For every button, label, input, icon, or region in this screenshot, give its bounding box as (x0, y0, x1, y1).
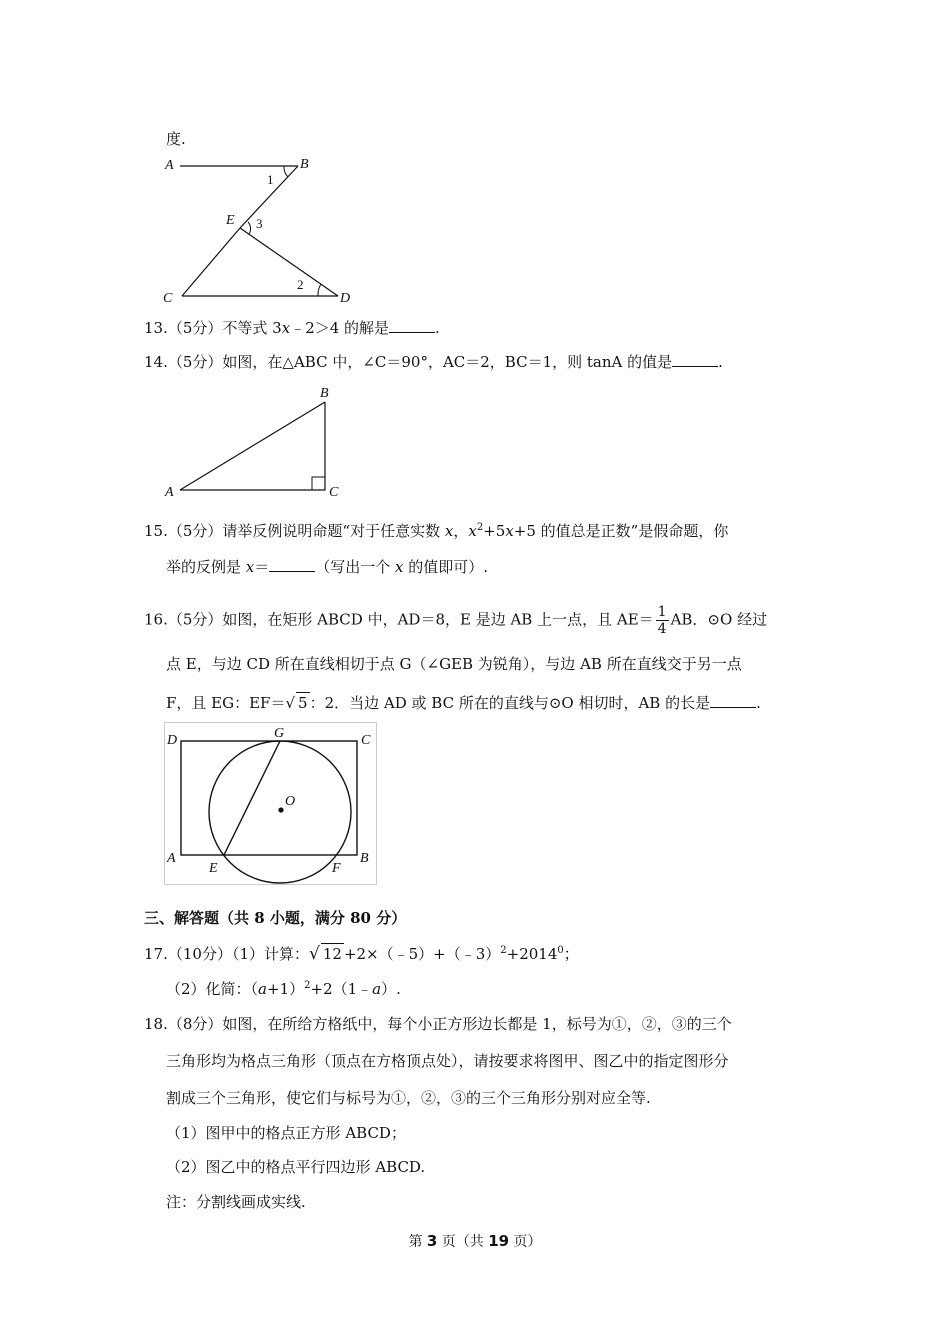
fig16-label-f: F (332, 861, 341, 876)
question-16-line-3: F，且 EG：EF＝√ 5 ：2．当边 AD 或 BC 所在的直线与⊙O 相切时，AB 的长是 . (166, 694, 761, 712)
fraction: $\frac{1}{4}$ (657, 604, 667, 637)
question-18-line-4: （1）图甲中的格点正方形 ABCD； (166, 1124, 406, 1142)
question-17-line-2: （2）化简：$(a+1)^2+2(1﹣a)$. (166, 980, 401, 998)
fig12-label-c: C (163, 291, 173, 306)
question-18-line-3: 割成三个三角形，使它们与标号为①，②，③的三个三角形分别对应全等. (166, 1089, 651, 1107)
q12-tail: 度. (166, 130, 186, 148)
question-13: 13.（5分）不等式 3x﹣2＞4 的解是 . (144, 319, 440, 337)
answer-blank[interactable] (269, 557, 315, 572)
fig16-label-a: A (167, 851, 176, 866)
question-17-line-1: 17.（10分）（1）计算：√ $12 +2\times(﹣5)+(﹣3)^2+2014^0$； (144, 944, 579, 964)
question-16-line-1: 16.（5分）如图，在矩形 ABCD 中，AD＝8，E 是边 AB 上一点，且 AE＝ $\frac{1}{4}$ AB．⊙O 经过 (144, 604, 768, 637)
answer-blank[interactable] (389, 318, 435, 333)
answer-blank[interactable] (710, 693, 756, 708)
section-heading: 三、解答题（共 8 小题，满分 80 分） (144, 909, 407, 927)
fig14-label-b: B (320, 386, 329, 401)
fig14-label-c: C (329, 485, 339, 500)
fig12-label-a: A (165, 158, 174, 173)
fig16-label-d: D (167, 733, 178, 748)
total-pages: 19 (488, 1232, 510, 1250)
figure-q14 (160, 380, 360, 502)
fig12-angle-1: 1 (267, 172, 274, 187)
fig12-angle-2: 2 (297, 277, 304, 292)
question-18-line-2: 三角形均为格点三角形（顶点在方格顶点处），请按要求将图甲、图乙中的指定图形分 (166, 1052, 729, 1070)
question-16-line-2: 点 E，与边 CD 所在直线相切于点 G（∠GEB 为锐角），与边 AB 所在直线交于另一点 (166, 655, 742, 673)
question-15-line-2: 举的反例是 x＝ （写出一个 x 的值即可）. (166, 558, 489, 576)
fig16-label-b: B (360, 851, 369, 866)
question-18-line-1: 18.（8分）如图，在所给方格纸中，每个小正方形边长都是 1，标号为①，②，③的三个 (144, 1015, 732, 1033)
question-18-line-5: （2）图乙中的格点平行四边形 ABCD. (166, 1158, 426, 1176)
fig12-angle-3: 3 (256, 216, 263, 231)
fig12-label-e: E (226, 213, 235, 228)
fig12-label-d: D (340, 291, 351, 306)
current-page: 3 (426, 1232, 438, 1250)
answer-blank[interactable] (672, 352, 718, 367)
question-15-line-1: 15.（5分）请举反例说明命题“对于任意实数 x，$x^2+5x+5$ 的值总是正数”是假命题，你 (144, 522, 729, 540)
fig16-label-g: G (274, 726, 285, 741)
figure-q16 (164, 722, 380, 886)
page-footer: 第 3 页（共 19 页） (408, 1232, 542, 1250)
fig16-label-o: O (285, 794, 296, 809)
figure-q12 (160, 152, 360, 307)
fig16-label-c: C (361, 733, 371, 748)
fig16-label-e: E (209, 861, 218, 876)
question-18-line-6: 注：分割线画成实线. (166, 1193, 306, 1211)
question-14: 14.（5分）如图，在△ABC 中，∠C＝90°，AC＝2，BC＝1，则 tanA 的值是 . (144, 353, 723, 371)
fig12-label-b: B (300, 157, 309, 172)
fig14-label-a: A (165, 485, 174, 500)
